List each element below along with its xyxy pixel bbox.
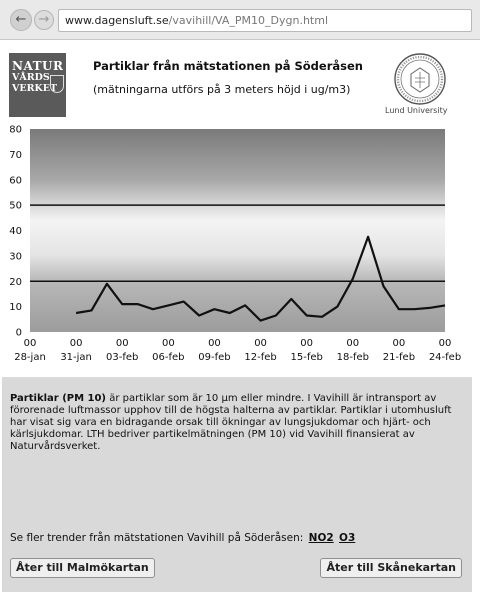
browser-toolbar bbox=[0, 0, 480, 40]
chart-svg bbox=[0, 123, 480, 375]
plot-background bbox=[30, 129, 445, 332]
x-tick-hour-label: 00 bbox=[438, 338, 452, 349]
crest-icon bbox=[50, 75, 64, 93]
no2-link[interactable]: NO2 bbox=[308, 532, 334, 544]
y-tick-label: 30 bbox=[9, 251, 22, 263]
x-tick-date-label: 06-feb bbox=[152, 352, 185, 363]
x-tick-hour-label: 00 bbox=[346, 338, 360, 349]
back-arrow-icon[interactable]: ← bbox=[10, 9, 32, 31]
y-tick-label: 80 bbox=[9, 124, 22, 136]
y-tick-label: 0 bbox=[15, 327, 22, 339]
naturvardsverket-logo: NATUR VÅRDS VERKET bbox=[9, 53, 66, 117]
forward-arrow-icon[interactable]: → bbox=[34, 10, 54, 30]
info-bold-lead: Partiklar (PM 10) bbox=[10, 393, 107, 404]
x-tick-hour-label: 00 bbox=[208, 338, 221, 349]
url-host: www.dagensluft.se bbox=[65, 14, 169, 27]
pm10-chart bbox=[0, 123, 480, 375]
y-tick-label: 20 bbox=[9, 276, 22, 288]
page-header bbox=[0, 41, 480, 123]
y-tick-label: 70 bbox=[9, 149, 22, 161]
url-path: /vavihill/VA_PM10_Dygn.html bbox=[168, 14, 328, 27]
lund-university-label: Lund University bbox=[385, 106, 448, 115]
x-tick-hour-label: 00 bbox=[115, 338, 129, 349]
x-tick-date-label: 28-jan bbox=[14, 352, 46, 363]
info-panel bbox=[2, 377, 472, 592]
x-tick-date-label: 09-feb bbox=[198, 352, 231, 363]
info-text bbox=[10, 393, 462, 453]
x-tick-date-label: 31-jan bbox=[60, 352, 92, 363]
y-tick-label: 60 bbox=[9, 175, 22, 187]
x-tick-hour-label: 00 bbox=[69, 338, 83, 349]
info-body: är partiklar som är 10 µm eller mindre. I Vavihill är intransport av förorenade luftmassor upphov till de högsta halterna av partiklar. Partiklar i utomhusluft har visat sig vara en bidragande orsak till ökningar av lungsjukdomar och hjärt- och kärlsjukdomar. LTH bedriver partikelmätningen (PM 10) vid Vavihill finansierat av Naturvårdsverket. bbox=[10, 393, 452, 452]
address-bar[interactable] bbox=[58, 9, 472, 32]
back-to-skane-button[interactable]: Åter till Skånekartan bbox=[320, 558, 462, 578]
x-tick-hour-label: 00 bbox=[392, 338, 406, 349]
trend-text: Se fler trender från mätstationen Vavihill på Söderåsen: bbox=[10, 532, 304, 544]
x-tick-date-label: 24-feb bbox=[428, 352, 462, 363]
o3-link[interactable]: O3 bbox=[339, 532, 356, 544]
y-tick-label: 40 bbox=[9, 226, 22, 237]
back-to-malmo-button[interactable]: Åter till Malmökartan bbox=[10, 558, 155, 578]
x-tick-hour-label: 00 bbox=[23, 338, 37, 349]
x-tick-date-label: 03-feb bbox=[106, 352, 139, 363]
trend-line bbox=[10, 532, 355, 544]
page-subtitle: (mätningarna utförs på 3 meters höjd i ug/m3) bbox=[93, 83, 351, 96]
x-tick-hour-label: 00 bbox=[254, 338, 267, 349]
y-tick-label: 10 bbox=[9, 302, 22, 314]
lund-university-seal-icon bbox=[393, 52, 447, 106]
x-tick-date-label: 18-feb bbox=[336, 352, 369, 363]
x-tick-date-label: 12-feb bbox=[244, 352, 277, 363]
page-title: Partiklar från mätstationen på Söderåsen bbox=[93, 59, 363, 73]
x-tick-hour-label: 00 bbox=[300, 338, 314, 349]
y-tick-label: 50 bbox=[9, 200, 22, 212]
x-tick-hour-label: 00 bbox=[161, 338, 175, 349]
x-tick-date-label: 21-feb bbox=[382, 352, 416, 363]
x-tick-date-label: 15-feb bbox=[290, 352, 323, 363]
